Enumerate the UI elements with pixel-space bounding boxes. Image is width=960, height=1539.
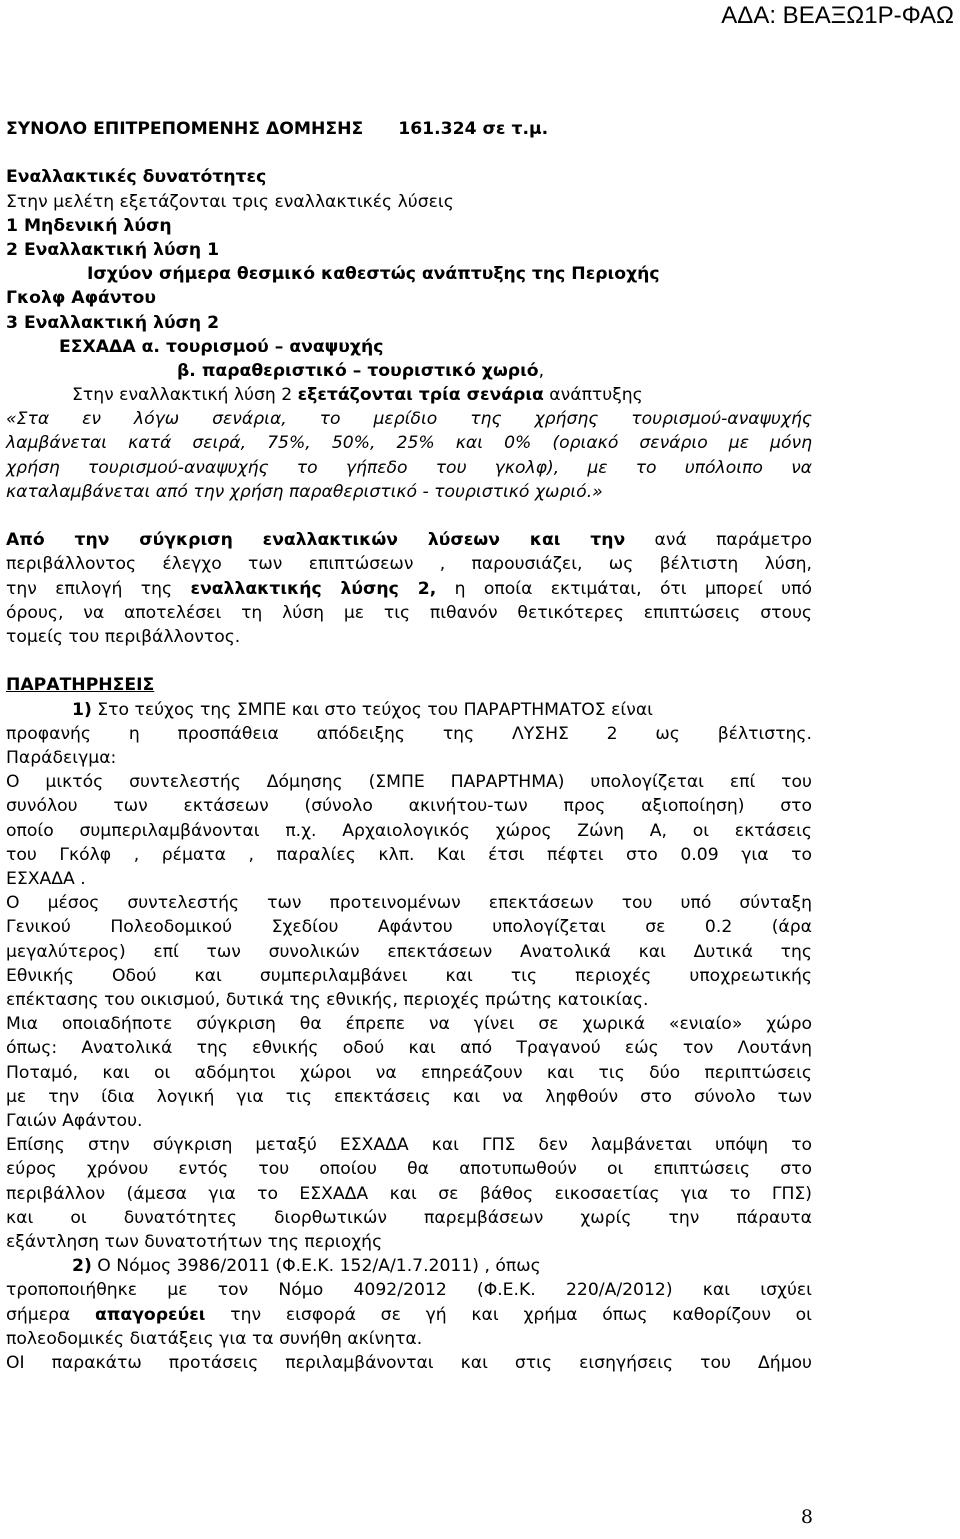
para-line-1: Ο μικτός συντελεστής Δόμησης (ΣΜΠΕ ΠΑΡΑΡΤΗΜΑ) υπολογίζεται επί του: [6, 772, 812, 793]
solution-2-desc: Ισχύον σήμερα θεσμικό καθεστώς ανάπτυξης της Περιοχής: [87, 264, 660, 285]
scenarios-bold: εξετάζονται τρία σενάρια: [297, 385, 544, 406]
comparison-3-pre: την επιλογή της: [6, 578, 191, 599]
solution-3-b: β. παραθεριστικό – τουριστικό χωριό: [177, 360, 539, 381]
para-line-4: του Γκόλφ , ρέματα , παραλίες κλπ. Και έτσι πέφτει στο 0.09 για το: [6, 844, 812, 865]
remark-1-line: [6, 698, 812, 722]
total-value: 161.324 σε τ.μ.: [398, 119, 549, 139]
solution-3-b-comma: ,: [538, 360, 545, 381]
para-line-2: συνόλου των εκτάσεων (σύνολο ακινήτου-των προς αξιοποίηση) στο: [6, 796, 812, 817]
remark-2-line-2: τροποποιήθηκε με τον Νόμο 4092/2012 (Φ.Ε.Κ. 220/Α/2012) και ισχύει: [6, 1280, 812, 1301]
para-line-16: Επίσης στην σύγκριση μεταξύ ΕΣΧΑΔΑ και ΓΠΣ δεν λαμβάνεται υπόψη το: [6, 1135, 812, 1156]
comparison-line-5: τομείς του περιβάλλοντος.: [6, 627, 241, 648]
remark-2-text: Ο Νόμος 3986/2011 (Φ.Ε.Κ. 152/Α/1.7.2011) , όπως: [91, 1256, 541, 1277]
solution-3-a: ΕΣΧΑΔΑ α. τουρισμού – αναψυχής: [59, 336, 384, 357]
para-line-19: και οι δυνατότητες διορθωτικών παρεμβάσεων χωρίς την πάραυτα: [6, 1207, 812, 1228]
document-body: [6, 117, 812, 1375]
remark-1-number: 1): [72, 699, 92, 720]
remark-2-post: την εισφορά σε γή και χρήμα όπως καθορίζουν οι: [205, 1304, 812, 1325]
remark-2-line: [6, 1254, 812, 1278]
solution-1: 1 Μηδενική λύση: [6, 215, 172, 236]
remark-2-line-4: πολεοδομικές διατάξεις για τα συνήθη ακίνητα.: [6, 1328, 423, 1349]
para-line-20: εξάντληση των δυνατοτήτων της περιοχής: [6, 1232, 383, 1252]
remark-1-text: Στο τεύχος της ΣΜΠΕ και στο τεύχος του ΠΑΡΑΡΤΗΜΑΤΟΣ είναι: [91, 699, 653, 720]
comparison-3-post: η οποία εκτιμάται, ότι μπορεί υπό: [436, 578, 812, 599]
solution-2-desc-cont: Γκολφ Αφάντου: [6, 288, 156, 309]
para-line-12: όπως: Ανατολικά της εθνικής οδού και από Τραγανού εώς τον Λουτάνη: [6, 1038, 812, 1059]
page-number: 8: [800, 1506, 813, 1528]
para-line-13: Ποταμό, και οι αδόμητοι χώροι να επηρεάζουν και τις δύο περιπτώσεις: [6, 1062, 812, 1083]
comparison-3-bold: εναλλακτικής λύσης 2,: [190, 578, 437, 599]
remark-2-pre: σήμερα: [6, 1304, 96, 1325]
para-line-15: Γαιών Αφάντου.: [6, 1111, 143, 1131]
para-line-11: Μια οποιαδήποτε σύγκριση θα έπρεπε να γίνει σε χωρικά «ενιαίο» χώρο: [6, 1014, 812, 1035]
para-line-14: με την ίδια λογική για τις επεκτάσεις και να ληφθούν στο σύνολο των: [6, 1086, 812, 1107]
remarks-heading: ΠΑΡΑΤΗΡΗΣΕΙΣ: [6, 675, 155, 696]
comparison-line-4: όρους, να αποτελέσει τη λύση με τις πιθανόν θετικότερες επιπτώσεις στους: [6, 602, 812, 623]
para-line-18: περιβάλλον (άμεσα για το ΕΣΧΑΔΑ και σε βάθος εικοσαετίας για το ΓΠΣ): [6, 1183, 812, 1204]
remark-1-line-2: προφανής η προσπάθεια απόδειξης της ΛΥΣΗΣ 2 ως βέλτιστης.: [6, 723, 812, 744]
quote-line-3: χρήση τουρισμού-αναψυχής το γήπεδο του γκολφ), με το υπόλοιπο να: [6, 457, 812, 478]
remark-2-line-5: ΟΙ παρακάτω προτάσεις περιλαμβάνονται και στις εισηγήσεις του Δήμου: [6, 1352, 812, 1373]
quote-line-4: καταλαμβάνεται από την χρήση παραθεριστικό - τουριστικό χωριό.»: [6, 481, 603, 502]
comparison-line-2: περιβάλλοντος έλεγχο των επιπτώσεων , παρουσιάζει, ως βέλτιστη λύση,: [6, 554, 812, 575]
remark-2-line-3: [6, 1303, 812, 1327]
para-line-8: μεγαλύτερος) επί των συνολικών επεκτάσεων Ανατολικά και Δυτικά της: [6, 941, 812, 962]
scenarios-post: ανάπτυξης: [543, 385, 643, 406]
scenarios-pre: Στην εναλλακτική λύση 2: [72, 385, 298, 406]
remark-2-number: 2): [72, 1256, 92, 1277]
para-line-17: εύρος χρόνου εντός του οποίου θα αποτυπωθούν οι επιπτώσεις στο: [6, 1159, 812, 1180]
scenarios-line: [6, 383, 812, 407]
alt-heading: Εναλλακτικές δυνατότητες: [6, 167, 267, 188]
total-line: [6, 117, 812, 141]
para-line-6: Ο μέσος συντελεστής των προτεινομένων επεκτάσεων του υπό σύνταξη: [6, 893, 812, 914]
comparison-rest: ανά παράμετρο: [625, 530, 812, 551]
para-line-9: Εθνικής Οδού και συμπεριλαμβάνει και τις περιοχές υποχρεωτικής: [6, 965, 812, 986]
quote-line-2: λαμβάνεται κατά σειρά, 75%, 50%, 25% και 0% (οριακό σενάριο με μόνη: [6, 433, 812, 454]
solution-2: 2 Εναλλακτική λύση 1: [6, 239, 220, 260]
para-line-7: Γενικού Πολεοδομικού Σχεδίου Αφάντου υπολογίζεται σε 0.2 (άρα: [6, 917, 812, 938]
para-line-5: ΕΣΧΑΔΑ .: [6, 869, 86, 889]
ada-header: ΑΔΑ: ΒΕΑΞΩ1Ρ-ΦΑΩ: [721, 2, 954, 29]
para-line-3: οποίο συμπεριλαμβάνονται π.χ. Αρχαιολογικός χώρος Ζώνη Α, οι εκτάσεις: [6, 820, 812, 841]
example-label: Παράδειγμα:: [6, 748, 117, 768]
comparison-line-1: [6, 528, 812, 552]
comparison-bold: Από την σύγκριση εναλλακτικών λύσεων και την: [6, 530, 626, 551]
remark-2-bold: απαγορεύει: [95, 1304, 206, 1325]
alt-intro: Στην μελέτη εξετάζονται τρις εναλλακτικές λύσεις: [6, 191, 454, 212]
quote-line-1: «Στα εν λόγω σενάρια, το μερίδιο της χρήσης τουρισμού-αναψυχής: [6, 409, 812, 430]
solution-3-b-line: [6, 359, 812, 383]
solution-3: 3 Εναλλακτική λύση 2: [6, 312, 220, 333]
total-label: ΣΥΝΟΛΟ ΕΠΙΤΡΕΠΟΜΕΝΗΣ ΔΟΜΗΣΗΣ: [6, 119, 364, 139]
para-line-10: επέκτασης του οικισμού, δυτικά της εθνικής, περιοχές πρώτης κατοικίας.: [6, 990, 649, 1010]
comparison-line-3: [6, 577, 812, 601]
